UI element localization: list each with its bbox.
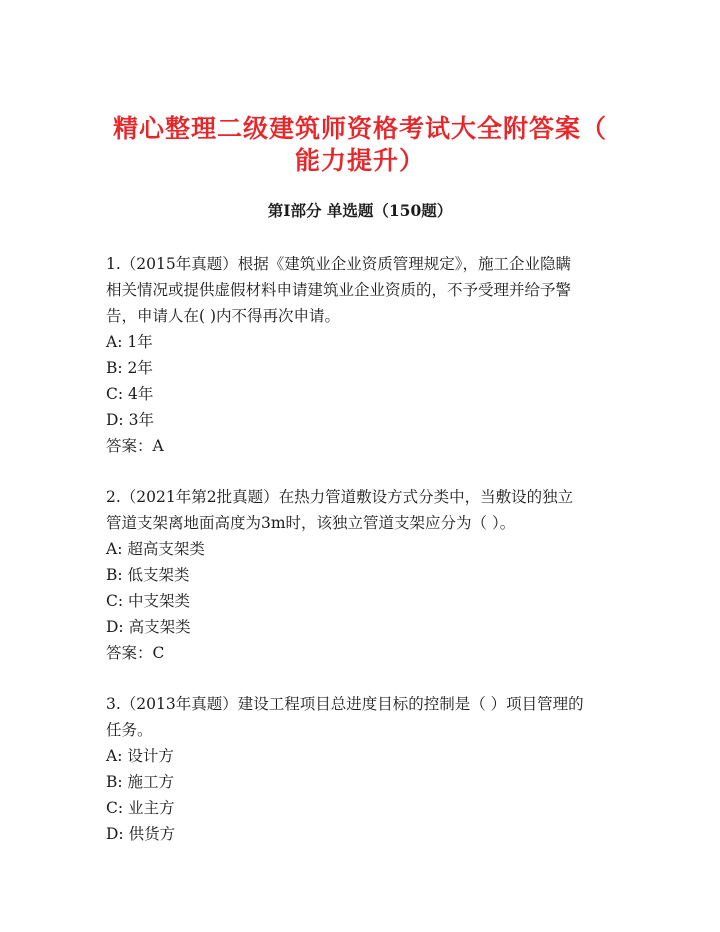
question-3-option-b: B: 施工方 [106,773,175,791]
question-2-answer: 答案：C [106,644,165,662]
question-2-option-d: D: 高支架类 [106,618,191,636]
question-1-option-b: B: 2年 [106,359,153,377]
question-3-stem-line-1: 3.（2013年真题）建设工程项目总进度目标的控制是（ ）项目管理的 [106,695,584,713]
question-3-option-d: D: 供货方 [106,825,176,843]
question-3-option-c: C: 业主方 [106,799,175,817]
document-title-line-2: 能力提升） [294,146,425,175]
question-1-stem-line-2: 相关情况或提供虚假材料申请建筑业企业资质的，不予受理并给予警 [106,281,572,299]
question-1-option-d: D: 3年 [106,411,154,429]
question-1-answer: 答案：A [106,437,164,455]
question-1-option-c: C: 4年 [106,385,154,403]
question-2-option-c: C: 中支架类 [106,592,191,610]
question-1-stem-line-1: 1.（2015年真题）根据《建筑业企业资质管理规定》，施工企业隐瞒 [106,255,571,273]
question-3-option-a: A: 设计方 [106,747,174,765]
question-3-stem-line-2: 任务。 [106,721,153,739]
section-heading: 第Ⅰ部分 单选题（150题） [267,201,453,220]
question-2-option-b: B: 低支架类 [106,566,190,584]
question-1-option-a: A: 1年 [106,333,153,351]
question-2-stem-line-2: 管道支架离地面高度为3m时，该独立管道支架应分为（ ）。 [106,514,516,532]
document-title-line-1: 精心整理二级建筑师资格考试大全附答案（ [112,114,607,143]
question-2-stem-line-1: 2.（2021年第2批真题）在热力管道敷设方式分类中，当敷设的独立 [106,488,574,506]
question-2-option-a: A: 超高支架类 [106,540,205,558]
question-1-stem-line-3: 告，申请人在( )内不得再次申请。 [106,307,341,325]
